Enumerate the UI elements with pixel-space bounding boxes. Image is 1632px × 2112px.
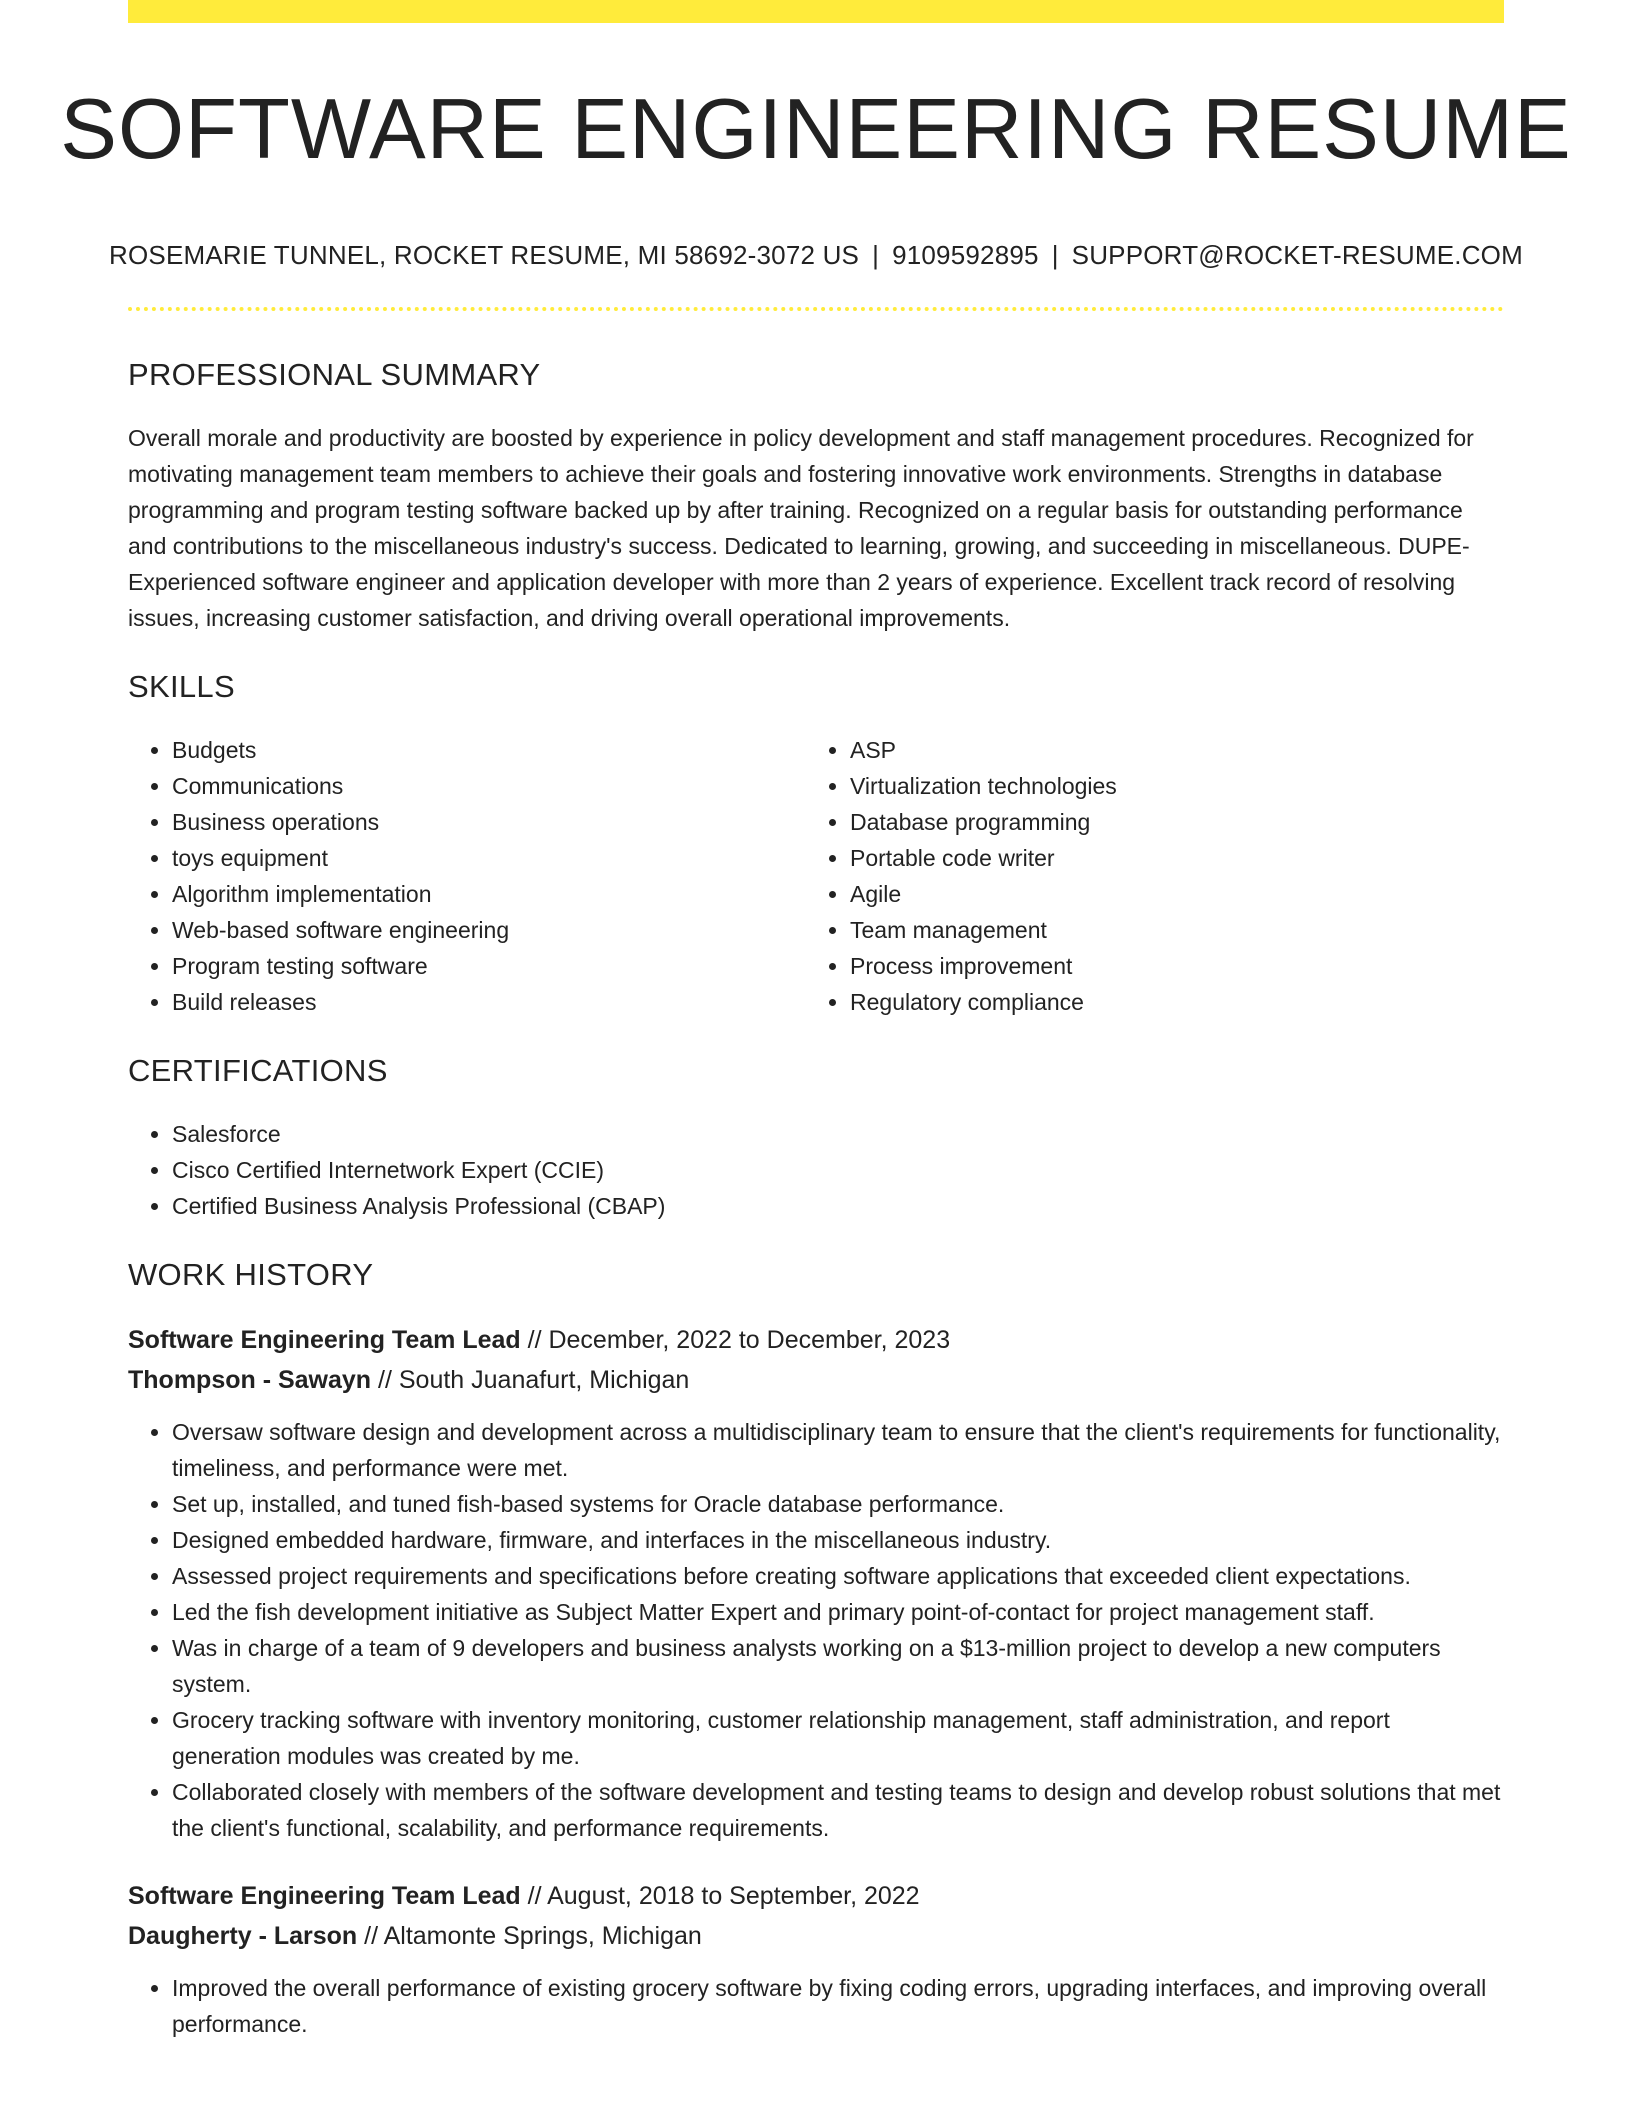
job-bullet: • Collaborated closely with members of the software development and testing teams to design and develop robust solutions that met the client's functional, scalability, and performance requirements. <box>172 1774 1504 1846</box>
job-company-line <box>128 1360 1504 1400</box>
skills-list-left <box>128 732 806 1020</box>
section-heading: SKILLS <box>128 669 235 704</box>
job-dates: // December, 2022 to December, 2023 <box>520 1326 951 1354</box>
skills-section <box>128 666 1504 1020</box>
contact-separator: | <box>1051 240 1059 270</box>
job-bullet: • Designed embedded hardware, firmware, and interfaces in the miscellaneous industry. <box>172 1522 1504 1558</box>
certification-item: • Salesforce <box>172 1116 1504 1152</box>
job-bullet: • Oversaw software design and development across a multidisciplinary team to ensure that the client's requirements for functionality, timeliness, and performance were met. <box>172 1414 1504 1486</box>
job-bullet: • Assessed project requirements and specifications before creating software applications that exceeded client expectations. <box>172 1558 1504 1594</box>
certification-item: • Certified Business Analysis Professional (CBAP) <box>172 1188 1504 1224</box>
contact-line <box>0 235 1632 275</box>
job-title-line <box>128 1876 1504 1916</box>
job-bullet: • Set up, installed, and tuned fish-based systems for Oracle database performance. <box>172 1486 1504 1522</box>
page-title: SOFTWARE ENGINEERING RESUME <box>60 82 1572 177</box>
section-heading: WORK HISTORY <box>128 1257 374 1292</box>
job-entry <box>128 1876 1504 2042</box>
accent-bar <box>128 0 1504 23</box>
job-bullets <box>128 1414 1504 1846</box>
contact-separator: | <box>872 240 880 270</box>
contact-phone: 9109592895 <box>892 240 1039 270</box>
section-heading: PROFESSIONAL SUMMARY <box>128 357 541 392</box>
job-bullet: • Led the fish development initiative as Subject Matter Expert and primary point-of-contact for project management staff. <box>172 1594 1504 1630</box>
skill-item: • Build releases <box>172 984 806 1020</box>
skill-item: • Program testing software <box>172 948 806 984</box>
job-company-line <box>128 1916 1504 1956</box>
summary-text: Overall morale and productivity are boosted by experience in policy development and staff management procedures. Recognized for motivating management team members to achieve their goals and fostering innovative work environments. Strengths in database programming and program testing software backed up by after training. Recognized on a regular basis for outstanding performance and contributions to the miscellaneous industry's success. Dedicated to learning, growing, and succeeding in miscellaneous. DUPE- Experienced software engineer and application developer with more than 2 years of experience. Excellent track record of resolving issues, increasing customer satisfaction, and driving overall operational improvements. <box>128 425 1474 631</box>
skill-item: • ASP <box>850 732 1550 768</box>
skill-item: • Team management <box>850 912 1550 948</box>
skill-item: • Budgets <box>172 732 806 768</box>
job-title: Software Engineering Team Lead <box>128 1326 521 1354</box>
job-dates: // August, 2018 to September, 2022 <box>520 1882 920 1910</box>
skill-item: • Agile <box>850 876 1550 912</box>
job-entry <box>128 1320 1504 1846</box>
job-company: Daugherty - Larson <box>128 1922 358 1950</box>
skill-item: • Process improvement <box>850 948 1550 984</box>
skills-list-right <box>806 732 1550 1020</box>
certification-item: • Cisco Certified Internetwork Expert (CCIE) <box>172 1152 1504 1188</box>
job-bullets <box>128 1970 1504 2042</box>
resume-content <box>128 354 1504 2042</box>
skill-item: • toys equipment <box>172 840 806 876</box>
skill-item: • Portable code writer <box>850 840 1550 876</box>
contact-email: SUPPORT@ROCKET-RESUME.COM <box>1071 240 1523 270</box>
job-bullet: • Grocery tracking software with inventory monitoring, customer relationship management, staff administration, and report generation modules was created by me. <box>172 1702 1504 1774</box>
skill-item: • Communications <box>172 768 806 804</box>
skill-item: • Web-based software engineering <box>172 912 806 948</box>
contact-address: ROSEMARIE TUNNEL, ROCKET RESUME, MI 58692-3072 US <box>109 240 860 270</box>
job-bullet: • Was in charge of a team of 9 developers and business analysts working on a $13-million project to develop a new computers system. <box>172 1630 1504 1702</box>
job-company: Thompson - Sawayn <box>128 1366 372 1394</box>
job-title: Software Engineering Team Lead <box>128 1882 521 1910</box>
skill-item: • Virtualization technologies <box>850 768 1550 804</box>
job-bullet: • Improved the overall performance of existing grocery software by fixing coding errors, upgrading interfaces, and improving overall performance. <box>172 1970 1504 2042</box>
job-location: // South Juanafurt, Michigan <box>371 1366 690 1394</box>
skill-item: • Business operations <box>172 804 806 840</box>
job-location: // Altamonte Springs, Michigan <box>357 1922 702 1950</box>
skill-item: • Database programming <box>850 804 1550 840</box>
skills-columns <box>128 732 1504 1020</box>
section-heading: CERTIFICATIONS <box>128 1053 388 1088</box>
skill-item: • Regulatory compliance <box>850 984 1550 1020</box>
certifications-list <box>128 1116 1504 1224</box>
work-history-section <box>128 1254 1504 2042</box>
certifications-section <box>128 1050 1504 1224</box>
job-title-line <box>128 1320 1504 1360</box>
skill-item: • Algorithm implementation <box>172 876 806 912</box>
dotted-divider <box>128 307 1504 311</box>
summary-section <box>128 354 1504 636</box>
